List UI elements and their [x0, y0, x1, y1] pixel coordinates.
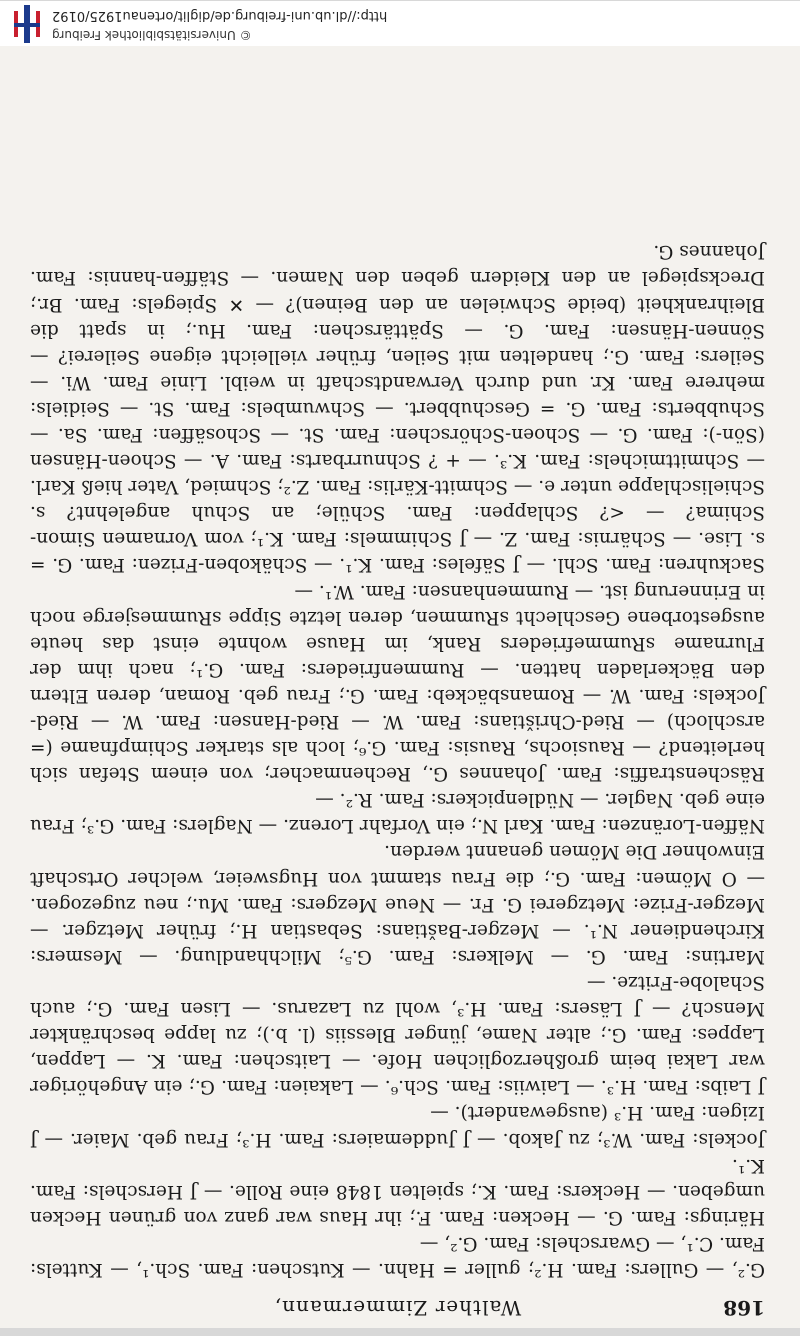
- source-url-link[interactable]: http://dl.ub.uni-freiburg.de/diglit/ortenau1925/0192: [52, 8, 388, 23]
- page-number: 168: [723, 1296, 765, 1320]
- viewer-top-bar: [0, 0, 800, 47]
- page-body: [30, 238, 765, 1282]
- paragraph: G.², — Gullers: Fam. H.²; guller = Hahn. — Kutschen: Fam. Sch.¹, — Kuttels: Fam. C.¹, — Gwarschels: Fam. G.², —: [30, 1232, 765, 1280]
- running-head: Walther Zimmermann,: [273, 1296, 522, 1320]
- scanned-page: [30, 60, 765, 1320]
- paragraph: J Laibs: Fam. H.³. — Laiwiis: Fam. Sch.⁶. — Lakaien: Fam. G.; ein Angehöriger war Lakai beim großherzoglichen Hofe. — Laitschen: Fam. K. — Lappen, Lappes: Fam. G.; alter Name, jünger Blessiis (l. b.); zu lappe beschränkter Mensch? — J Läsers: Fam. H.³, wohl zu Lazarus. — Lisen Fam. G.; auch Schalobe-Fritze. —: [30, 971, 765, 1098]
- paragraph: Jockels: Fam. W.³; zu Jakob. — J Juddemaiers: Fam. H.³; Frau geb. Maier. — J Izigen: Fam. H.³ (ausgewandert). —: [30, 1102, 765, 1150]
- paragraph: Sackuhren: Fam. Schl. — J Säfeles: Fam. K.¹. — Schäkoben-Frizen: Fam. G. = s. Lise. — Schärnis: Fam. Z. — J Schimmels: Fam. K.¹; vom Vornamen Simon-Schima? — <? Schlappen: Fam. Schüle; an Schuh angelehnt? s. Schielischlappe unter e. — Schmitt-Kärlis: Fam. Z.²; Schmied, Vater hieß Karl. — Schmittmichels: Fam. K.³. — + ? Schnurrbarts: Fam. A. — Schoen-Hänsen (Sön-): Fam. G. — Schoen-Schörschen: Fam. St. — Schosäffen: Fam. Sa. — Schubberts: Fam. G. = Geschubbert. — Schwumbels: Fam. St. — Seidiels: mehrere Fam. Kr. und durch Verwandtschaft in weibl. Linie Fam. Wi. — Seilers: Fam. G.; handelten mit Seilen, früher vielleicht eigene Seilerei? — Sönnen-Hänsen: Fam. G. — Spättärschen: Fam. Hu.; in spatt die Bleihrankheit (beide Schwielen an den Beinen)? — ✕ Spiegels: Fam. Br.; Dreckspiegel an den Kleidern geben den Namen. — Stäffen-hannis: Fam. Johannes G.: [30, 241, 765, 576]
- paragraph: Räschenstraffis: Fam. Johannes G., Rechenmacher; von einem Stefan sich herleitend? — Rausiochs, Rausis: Fam. G.⁶; loch als starker Schimpfname (= arschloch) — Ried-Chrištians: Fam. W. — Ried-Hansen: Fam. W. — Ried-Jockels: Fam. W. — Romansbäckeb: Fam. G.; Frau geb. Roman, deren Eltern den Bäckerladen hatten. — Rummenfrieders: Fam. G.¹; nach ihm der Flurname sRummefrieders Rank, im Hause wohnte einst das heute ausgestorbene Geschlecht sRummen, deren letzte Sippe sRummesjerge noch in Erinnerung ist. — Rummenhansen: Fam. W.¹. —: [30, 580, 765, 785]
- copyright-text: © Universitätsbibliothek Freiburg: [52, 28, 252, 42]
- paragraph: Martins: Fam. G. — Melkers: Fam. G.⁵; Milchhandlung. — Mesmers: Kirchendiener N.¹. — Mezger-Baštians: Sebastian H.; früher Metzger. — Mezger-Frize: Metzgerei G. Fr. — Neue Mezgers: Fam. Mu.; neu zugezogen. — O Mömen: Fam. G.; die Frau stammt von Hugsweier, welcher Ortschaft Einwohner Die Mömen genannt werden.: [30, 841, 765, 967]
- university-logo-icon: [10, 5, 44, 43]
- paragraph: Härings: Fam. G. — Hecken: Fam. F.; ihr Haus war ganz von grünen Hecken umgeben. — Heckers: Fam. K.; spielten 1848 eine Rolle. — J Herschels: Fam. K.¹.: [30, 1154, 765, 1228]
- page-header: [30, 1282, 765, 1320]
- viewer-bottom-strip: [0, 1328, 800, 1336]
- paragraph: Näffen-Loränzen: Fam. Karl N.; ein Vorfahr Lorenz. — Naglers: Fam. G.³; Frau eine geb. Nagler. — Nüdlenpickers: Fam. R.². —: [30, 789, 765, 837]
